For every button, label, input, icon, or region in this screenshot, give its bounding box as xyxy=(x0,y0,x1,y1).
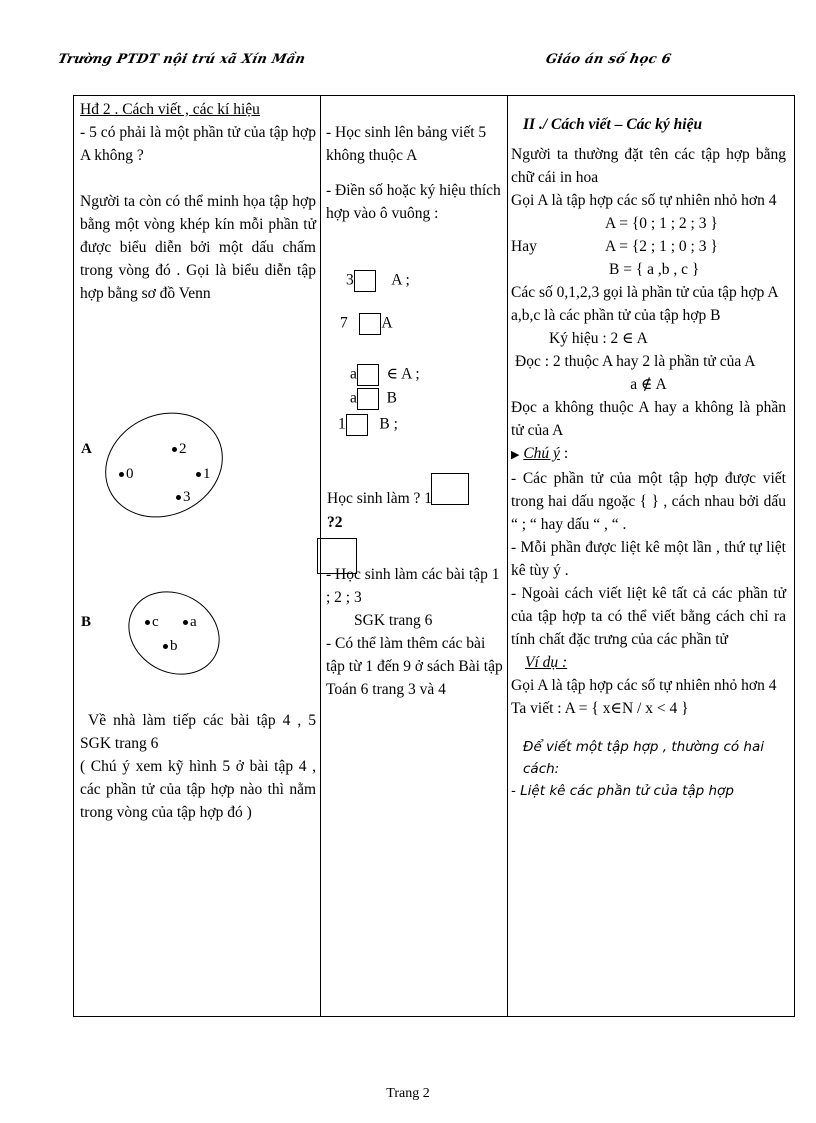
venn-a-element-2: 2 xyxy=(172,441,187,458)
venn-a-element-3: 3 xyxy=(176,489,191,506)
exercise-1: - Học sinh làm các bài tập 1 ; 2 ; 3 xyxy=(326,566,500,606)
symbol-in: Ký hiệu : 2 ∈ A xyxy=(549,330,648,347)
venn-explanation: Người ta còn có thể minh họa tập hợp bằng một vòng khép kín mỗi phần tử được biểu diễn bởi một dấu chấm trong vòng đó . Gọi là biểu diễn tập hợp bằng sơ đồ Venn xyxy=(80,193,316,302)
practice-question: Học sinh làm ? 1 xyxy=(327,490,433,507)
section-title: II ./ Cách viết – Các ký hiệu xyxy=(523,116,703,133)
example-1: Gọi A là tập hợp các số tự nhiên nhỏ hơn 4 xyxy=(511,677,777,694)
summary-1: Để viết một tập hợp , thường có hai cách: xyxy=(523,739,765,777)
student-p1: - Học sinh lên bảng viết 5 không thuộc A xyxy=(326,124,487,164)
read-in: Đọc : 2 thuộc A hay 2 là phần tử của A xyxy=(515,353,756,370)
example-2: Ta viết : A = { x∈N / x < 4 } xyxy=(511,700,689,717)
venn-a-element-1: 1 xyxy=(196,466,211,483)
read-notin: Đọc a không thuộc A hay a không là phần tử của A xyxy=(511,399,786,439)
note-3: - Ngoài cách viết liệt kê tất cả các phần tử của tập hợp ta có thể viết bằng cách chỉ ra tính chất đặc trưng của các phần tử xyxy=(511,585,786,648)
venn-b-ellipse xyxy=(124,586,224,682)
set-a-2-line: Hay A = {2 ; 1 ; 0 ; 3 } xyxy=(511,238,718,255)
header-subject: Giáo án số học 6 xyxy=(544,52,673,67)
venn-b-element-b: b xyxy=(163,638,178,655)
content-p1: Người ta thường đặt tên các tập hợp bằng chữ cái in hoa xyxy=(511,146,786,186)
exercise-2: - Có thể làm thêm các bài tập từ 1 đến 9 ở sách Bài tập Toán 6 trang 3 và 4 xyxy=(326,635,503,698)
question-1: - 5 có phải là một phần tử của tập hợp A không ? xyxy=(80,124,316,164)
content-p2: Gọi A là tập hợp các số tự nhiên nhỏ hơn 4 xyxy=(511,192,777,209)
venn-a-label: A xyxy=(81,441,92,457)
teacher-activity-column xyxy=(80,98,316,305)
student-exercises xyxy=(326,563,504,701)
header-school: Trường PTDT nội trú xã Xín Mần xyxy=(56,52,307,67)
summary-2: - Liệt kê các phần tử của tập hợp xyxy=(511,783,734,799)
column-divider-2 xyxy=(507,95,508,1017)
exercise-row-4: a B xyxy=(350,388,397,410)
homework-block xyxy=(80,709,316,824)
student-p2: - Điền số hoặc ký hiệu thích hợp vào ô vuông : xyxy=(326,182,501,222)
exercise-row-3: a ∈ A ; xyxy=(350,364,420,386)
venn-b-label: B xyxy=(81,614,92,630)
note-2: - Mỗi phần được liệt kê một lần , thứ tự liệt kê tùy ý . xyxy=(511,539,786,579)
content-p3: Các số 0,1,2,3 gọi là phần tử của tập hợp A xyxy=(511,284,779,301)
page-number: Trang 2 xyxy=(386,1086,430,1101)
example-heading: Ví dụ : xyxy=(525,654,568,671)
student-activity-column xyxy=(326,121,504,225)
activity-title: Hđ 2 . Cách viết , các kí hiệu xyxy=(80,101,260,118)
exercise-1-ref: SGK trang 6 xyxy=(354,612,433,629)
set-b: B = { a ,b , c } xyxy=(609,261,700,278)
homework: Về nhà làm tiếp các bài tập 4 , 5 SGK trang 6 xyxy=(80,712,316,752)
exercise-row-1: 3 A ; xyxy=(346,270,410,292)
exercise-row-5: 1 B ; xyxy=(338,414,398,436)
practice-question-2: ?2 xyxy=(327,514,343,531)
homework-note: ( Chú ý xem kỹ hình 5 ở bài tập 4 , các phần tử của tập hợp nào thì nằm trong vòng của tập hợp đó ) xyxy=(80,758,316,821)
set-a-1: A = {0 ; 1 ; 2 ; 3 } xyxy=(605,215,718,232)
venn-a-element-0: 0 xyxy=(119,466,134,483)
content-column xyxy=(511,113,786,802)
exercise-row-2: 7 A xyxy=(340,313,393,335)
venn-b-element-a: a xyxy=(183,614,197,631)
venn-b-element-c: c xyxy=(145,614,159,631)
symbol-notin: a ∉ A xyxy=(630,376,667,393)
content-p4: a,b,c là các phần tử của tập hợp B xyxy=(511,307,721,324)
overlay-box-1 xyxy=(431,473,469,505)
note-1: - Các phần tử của một tập hợp được viết trong hai dấu ngoặc { } , cách nhau bởi dấu “ ; “ hay dấu “ , “ . xyxy=(511,470,786,533)
note-heading: ▶ Chú ý : xyxy=(511,445,569,462)
